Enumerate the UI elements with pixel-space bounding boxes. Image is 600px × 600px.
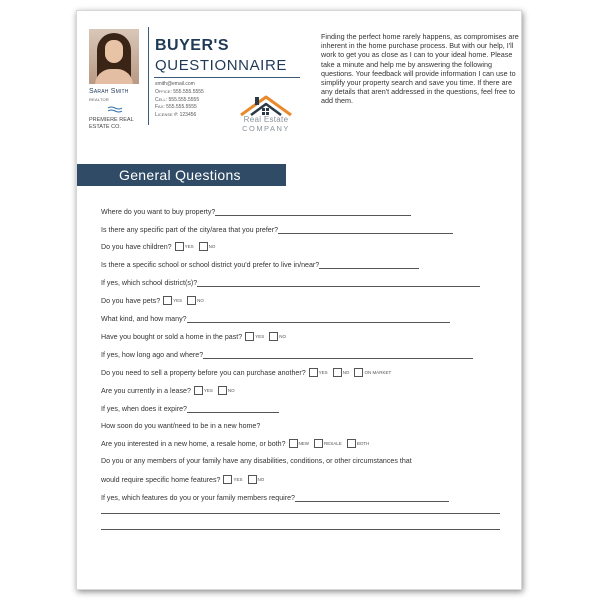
answer-line[interactable]	[278, 225, 453, 234]
yes-checkbox[interactable]	[175, 242, 184, 251]
on-market-checkbox[interactable]	[354, 368, 363, 377]
yes-checkbox[interactable]	[245, 332, 254, 341]
question-row: Are you interested in a new home, a resale home, or both? NEW RESALE BOTH	[101, 439, 370, 448]
yes-checkbox[interactable]	[223, 475, 232, 484]
question-row: Do you need to sell a property before you can purchase another? YES NO ON MARKET	[101, 368, 392, 377]
no-checkbox[interactable]	[199, 242, 208, 251]
company-line-2: ESTATE CO.	[89, 124, 121, 130]
both-checkbox[interactable]	[347, 439, 356, 448]
questionnaire-sheet	[76, 10, 522, 590]
logo-text-line-2: COMPANY	[242, 124, 290, 133]
question-row: What kind, and how many?	[101, 314, 450, 323]
resale-checkbox[interactable]	[314, 439, 323, 448]
question-row: Have you bought or sold a home in the past? YES NO	[101, 332, 286, 341]
agent-name: Sarah Smith	[89, 88, 129, 95]
company-line-1: PREMIERE REAL	[89, 117, 134, 123]
question-row: Is there any specific part of the city/area that you prefer?	[101, 225, 453, 234]
new-checkbox[interactable]	[289, 439, 298, 448]
agent-role: REALTOR	[89, 97, 109, 102]
agent-photo	[89, 29, 139, 84]
no-checkbox[interactable]	[218, 386, 227, 395]
title-rule	[154, 77, 300, 78]
no-checkbox[interactable]	[187, 296, 196, 305]
question-row: would require specific home features? YES NO	[101, 475, 265, 484]
question-row: Do you have pets? YES NO	[101, 296, 204, 305]
answer-line[interactable]	[101, 513, 500, 514]
question-row: Where do you want to buy property?	[101, 207, 411, 216]
answer-line[interactable]	[215, 207, 411, 216]
title-line-1: BUYER'S	[155, 37, 229, 54]
intro-paragraph: Finding the perfect home rarely happens, as compromises are inherent in the home purchase process. But with our help, I'll work to get you as close as I can to your ideal home. Please take a minute and help me by answering the following questions. Your feedback will provide information I can use to simplify your property search and save you time. If there are any details that aren't addressed in the questions, feel free to add them.	[321, 32, 519, 106]
header-divider	[148, 27, 149, 125]
answer-line[interactable]	[319, 260, 419, 269]
section-title: General Questions	[77, 164, 286, 186]
logo-text-line-1: Real Estate	[243, 115, 289, 124]
no-checkbox[interactable]	[333, 368, 342, 377]
question-row: Is there a specific school or school district you'd prefer to live in/near?	[101, 260, 419, 269]
agent-company	[89, 117, 134, 131]
question-row: If yes, which school district(s)?	[101, 278, 480, 287]
contact-fax: Fax: 555.555.5555	[155, 104, 197, 111]
question-row: If yes, when does it expire?	[101, 404, 279, 413]
answer-line[interactable]	[187, 404, 279, 413]
yes-checkbox[interactable]	[163, 296, 172, 305]
title-line-2: QUESTIONNAIRE	[155, 57, 287, 74]
question-row: If yes, which features do you or your family members require?	[101, 493, 449, 502]
contact-cell: Cell: 555.555.5555	[155, 96, 200, 103]
answer-line[interactable]	[101, 529, 500, 530]
answer-line[interactable]	[187, 314, 450, 323]
question-row: How soon do you want/need to be in a new home?	[101, 422, 261, 430]
answer-line[interactable]	[203, 350, 473, 359]
question-row: Do you or any members of your family have any disabilities, conditions, or other circumstances that	[101, 457, 412, 465]
contact-license: License #: 123456	[155, 112, 197, 119]
question-row: Are you currently in a lease? YES NO	[101, 386, 235, 395]
no-checkbox[interactable]	[269, 332, 278, 341]
yes-checkbox[interactable]	[309, 368, 318, 377]
answer-line[interactable]	[295, 493, 449, 502]
no-checkbox[interactable]	[248, 475, 257, 484]
wave-icon	[107, 105, 123, 113]
answer-line[interactable]	[197, 278, 480, 287]
yes-checkbox[interactable]	[194, 386, 203, 395]
contact-office: Office: 555.555.5555	[155, 88, 204, 95]
question-row: If yes, how long ago and where?	[101, 350, 473, 359]
contact-block	[155, 81, 204, 120]
question-row: Do you have children? YES NO	[101, 242, 216, 251]
contact-email: smith@email.com	[155, 81, 195, 87]
